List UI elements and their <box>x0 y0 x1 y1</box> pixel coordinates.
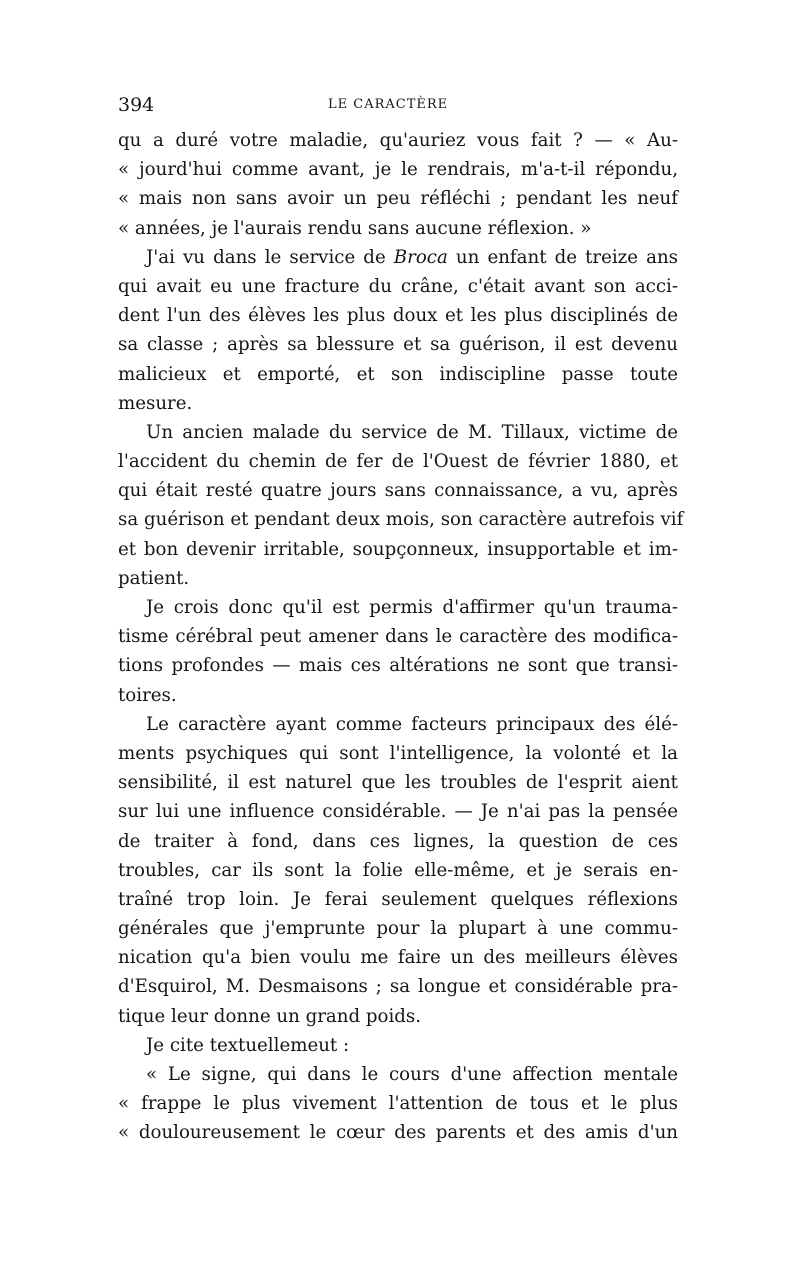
text-line: qui avait eu une fracture du crâne, c'était avant son acci- <box>118 275 678 297</box>
text-line: Je crois donc qu'il est permis d'affirmer qu'un trauma- <box>146 597 678 618</box>
page-body-text <box>118 126 684 1148</box>
text-line: Un ancien malade du service de M. Tillaux, victime de <box>146 421 678 443</box>
text-line: dent l'un des élèves les plus doux et les plus disciplinés de <box>118 305 678 327</box>
text-line: patient. <box>118 567 190 589</box>
text-line: sa classe ; après sa blessure et sa guérison, il est devenu <box>118 334 678 356</box>
page-header <box>118 94 678 116</box>
text-line: de traiter à fond, dans ces lignes, la question de ces <box>118 830 678 852</box>
text-line: Le caractère ayant comme facteurs principaux des élé- <box>146 713 678 735</box>
text-line: d'Esquirol, M. Desmaisons ; sa longue et considérable pra- <box>118 976 678 998</box>
text-line: « Le signe, qui dans le cours d'une affection mentale <box>146 1064 678 1085</box>
text-line: traîné trop loin. Je ferai seulement quelques réflexions <box>118 888 678 910</box>
text-line: mesure. <box>118 392 193 414</box>
text-segment: J'ai vu dans le service de <box>146 246 394 268</box>
page-number: 394 <box>118 94 155 116</box>
italic-name: Broca <box>393 246 448 268</box>
text-line: tique leur donne un grand poids. <box>118 1005 422 1027</box>
running-title: LE CARACTÈRE <box>328 97 449 112</box>
text-line: tions profondes — mais ces altérations ne sont que transi- <box>118 655 678 677</box>
text-line: « jourd'hui comme avant, je le rendrais, m'a-t-il répondu, <box>118 159 678 181</box>
text-line: nication qu'a bien voulu me faire un des meilleurs élèves <box>118 947 678 969</box>
text-line: l'accident du chemin de fer de l'Ouest de février 1880, et <box>118 451 678 473</box>
text-line: « mais non sans avoir un peu réfléchi ; pendant les neuf <box>118 188 678 210</box>
text-line: sa guérison et pendant deux mois, son caractère autrefois vif <box>118 509 684 531</box>
text-line: ments psychiques qui sont l'intelligence, la volonté et la <box>118 742 678 764</box>
text-segment: un enfant de treize ans <box>447 246 678 268</box>
text-line: « frappe le plus vivement l'attention de tous et le plus <box>118 1093 678 1115</box>
text-line: toires. <box>118 684 177 706</box>
text-line: et bon devenir irritable, soupçonneux, insupportable et im- <box>118 538 678 560</box>
text-line: troubles, car ils sont la folie elle-même, et je serais en- <box>118 859 678 881</box>
text-line: tisme cérébral peut amener dans le caractère des modifica- <box>118 626 678 648</box>
text-line: qui était resté quatre jours sans connaissance, a vu, après <box>118 480 678 502</box>
text-line: sur lui une influence considérable. — Je n'ai pas la pensée <box>118 801 678 823</box>
text-line: « années, je l'aurais rendu sans aucune réflexion. » <box>118 217 592 239</box>
text-line: générales que j'emprunte pour la plupart à une commu- <box>118 918 678 940</box>
text-line: Je cite textuellemeut : <box>146 1034 350 1056</box>
text-line: malicieux et emporté, et son indiscipline passe toute <box>118 363 678 385</box>
text-line: « douloureusement le cœur des parents et des amis d'un <box>118 1122 678 1144</box>
text-line <box>118 243 678 272</box>
text-line: sensibilité, il est naturel que les troubles de l'esprit aient <box>118 772 678 794</box>
text-line: qu a duré votre maladie, qu'auriez vous fait ? — « Au- <box>118 130 678 151</box>
